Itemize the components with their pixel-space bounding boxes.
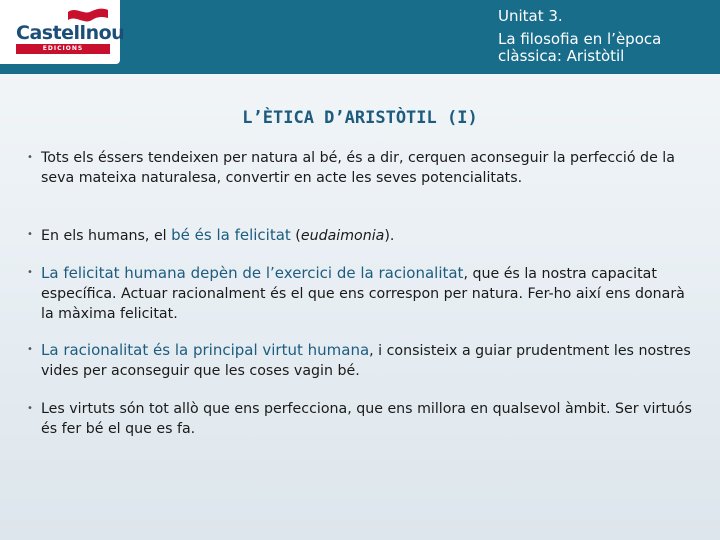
bullet-text-post: ). <box>384 228 395 244</box>
bullet-icon: • <box>27 403 33 414</box>
logo-name: Castellnou <box>16 22 125 44</box>
list-item <box>24 148 700 188</box>
bullet-text: Tots els éssers tendeixen per natura al bé, és a dir, cerquen aconseguir la perfecció de la seva mateixa naturalesa, convertir en acte les seves potencialitats. <box>41 150 675 186</box>
bullet-text: Les virtuts són tot allò que ens perfecciona, que ens millora en qualsevol àmbit. Ser virtuós és fer bé el que es fa. <box>41 401 692 437</box>
unit-title: La filosofia en l’època clàssica: Aristòtil <box>498 30 662 65</box>
bullet-text-post: , i consisteix a guiar prudentment les nostres vides per aconseguir que les coses vagin bé. <box>41 343 691 379</box>
slide-title: L’ÈTICA D’ARISTÒTIL (I) <box>242 108 478 128</box>
bullet-text-mid: ( <box>290 228 301 244</box>
list-item <box>24 340 700 381</box>
bullet-emphasis: La racionalitat és la principal virtut humana <box>41 341 370 359</box>
bullet-emphasis: bé és la felicitat <box>171 226 291 244</box>
bullet-text-post: , que és la nostra capacitat específica. Actuar racionalment és el que ens correspon per natura. Fer-ho així ens donarà la màxima felicitat. <box>41 266 685 322</box>
bullet-emphasis: La felicitat humana depèn de l’exercici de la racionalitat <box>41 264 464 282</box>
list-item <box>24 399 700 439</box>
list-item <box>24 263 700 324</box>
list-item <box>24 225 394 246</box>
publisher-logo <box>0 0 125 64</box>
bullet-icon: • <box>27 229 33 240</box>
logo-tagline: EDICIONS <box>16 44 110 54</box>
bullet-icon: • <box>27 267 33 278</box>
bullet-icon: • <box>27 152 33 163</box>
bullet-italic-term: eudaimonia <box>300 228 385 244</box>
unit-number: Unitat 3. <box>498 7 563 25</box>
header-bar <box>0 0 720 74</box>
bullet-icon: • <box>27 344 33 355</box>
unit-heading <box>498 8 708 65</box>
bullet-text-pre: En els humans, el <box>41 228 172 244</box>
